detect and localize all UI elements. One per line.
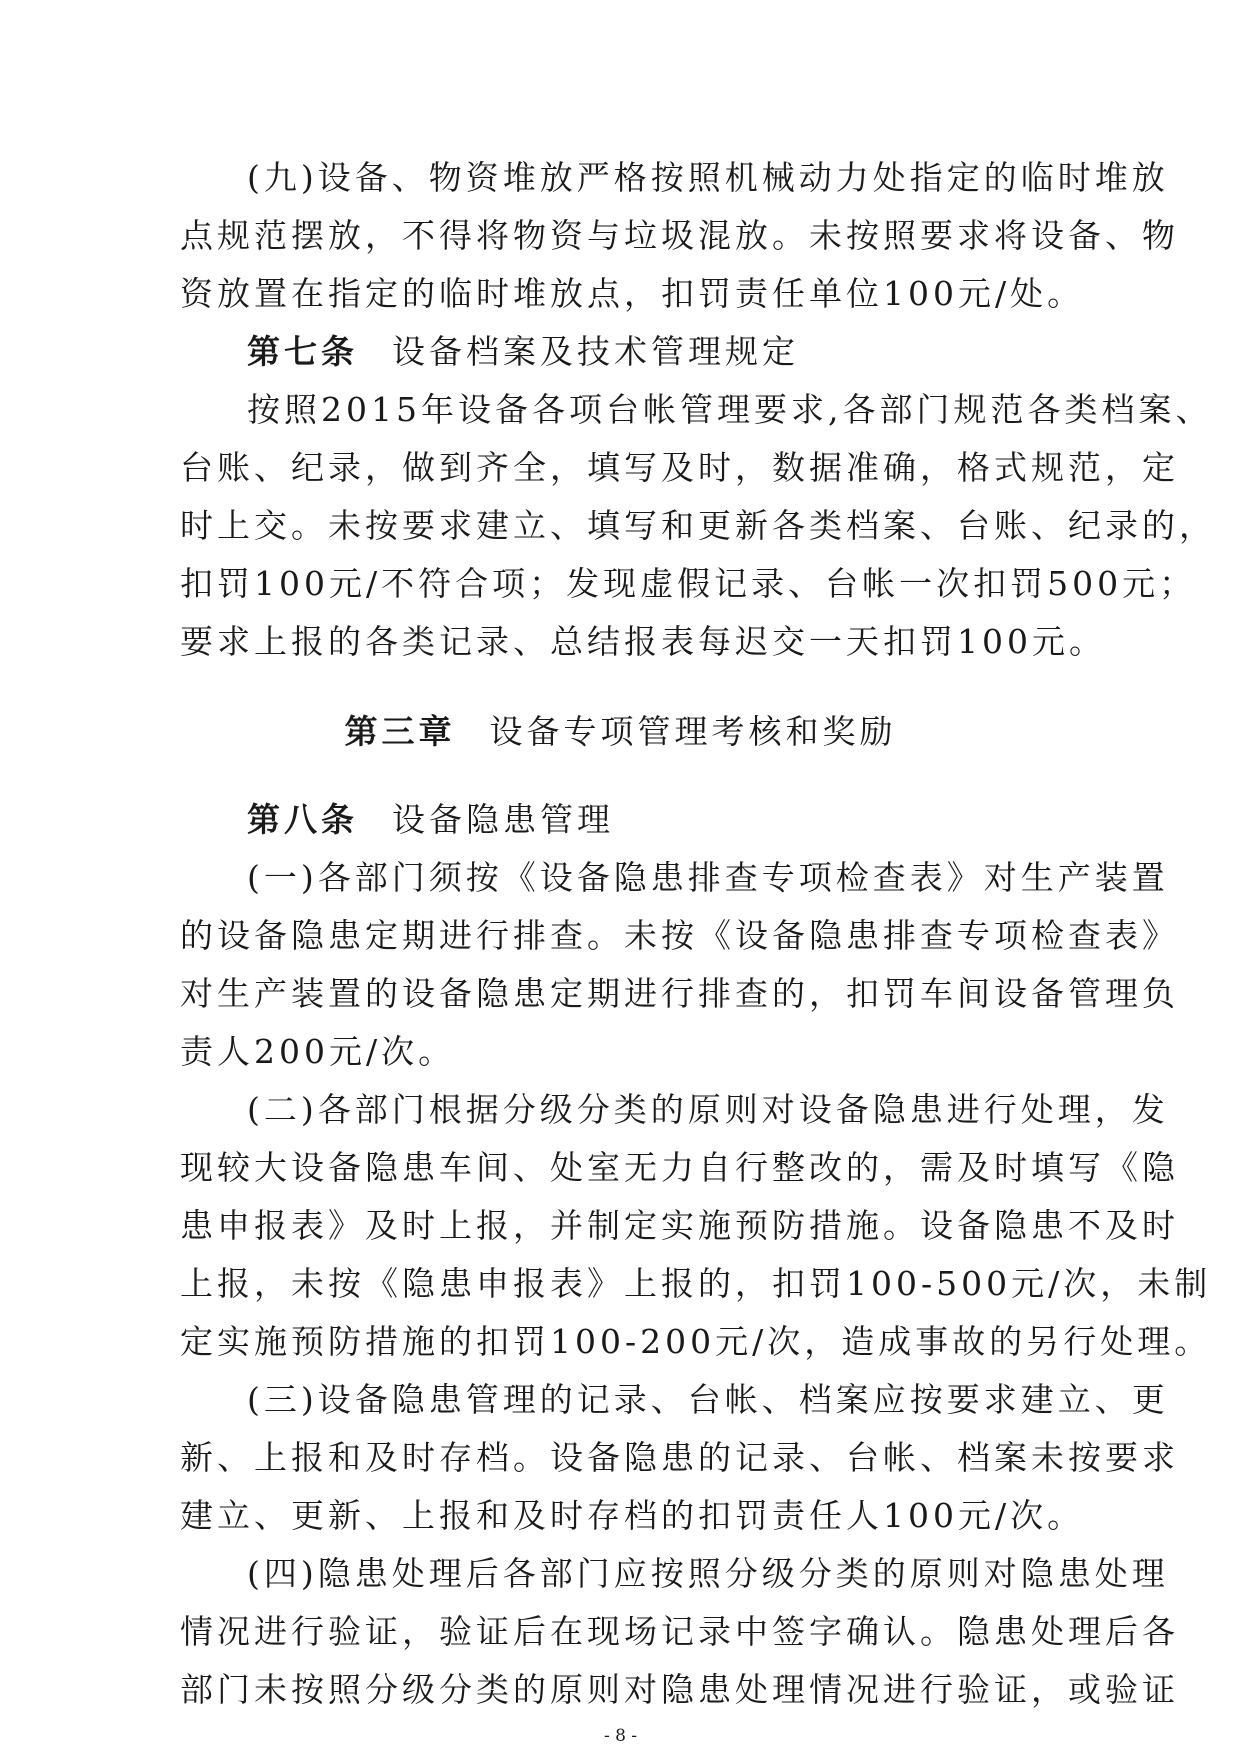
paragraph-line: 现较大设备隐患车间、处室无力自行整改的，需及时填写《隐: [180, 1148, 1179, 1187]
paragraph-line: 点规范摆放，不得将物资与垃圾混放。未按照要求将设备、物: [180, 216, 1179, 255]
chapter-title: 设备专项管理考核和奖励: [489, 712, 897, 751]
paragraph-line: 患申报表》及时上报，并制定实施预防措施。设备隐患不及时: [180, 1206, 1179, 1245]
chapter-number: 第三章: [344, 712, 456, 751]
paragraph-line: (三)设备隐患管理的记录、台帐、档案应按要求建立、更: [247, 1380, 1169, 1419]
article-title: 设备隐患管理: [392, 800, 614, 839]
paragraph-line: 对生产装置的设备隐患定期进行排查的，扣罚车间设备管理负: [180, 974, 1179, 1013]
paragraph-line: 的设备隐患定期进行排查。未按《设备隐患排查专项检查表》: [180, 916, 1179, 955]
article-number: 第八条: [247, 800, 358, 839]
paragraph-line: 上报，未按《隐患申报表》上报的，扣罚100-500元/次，未制: [180, 1264, 1212, 1303]
paragraph-line: 新、上报和及时存档。设备隐患的记录、台帐、档案未按要求: [180, 1438, 1179, 1477]
page-number: - 8 -: [603, 1726, 638, 1746]
paragraph-line: 情况进行验证，验证后在现场记录中签字确认。隐患处理后各: [180, 1612, 1179, 1651]
paragraph-line: 按照2015年设备各项台帐管理要求,各部门规范各类档案、: [247, 390, 1213, 429]
paragraph-line: (二)各部门根据分级分类的原则对设备隐患进行处理，发: [247, 1090, 1169, 1129]
article-heading: [247, 332, 1080, 372]
paragraph-line: 定实施预防措施的扣罚100-200元/次，造成事故的另行处理。: [180, 1322, 1212, 1361]
paragraph-line: 台账、纪录，做到齐全，填写及时，数据准确，格式规范，定: [180, 448, 1179, 487]
paragraph-line: 扣罚100元/不符合项；发现虚假记录、台帐一次扣罚500元；: [180, 564, 1197, 603]
chapter-heading: [0, 712, 1241, 752]
paragraph-line: (一)各部门须按《设备隐患排查专项检查表》对生产装置: [247, 858, 1169, 897]
article-title: 设备档案及技术管理规定: [392, 332, 799, 371]
paragraph-line: (九)设备、物资堆放严格按照机械动力处指定的临时堆放: [247, 158, 1169, 197]
article-number: 第七条: [247, 332, 358, 371]
paragraph-line: 资放置在指定的临时堆放点，扣罚责任单位100元/处。: [180, 274, 1085, 313]
paragraph-line: 责人200元/次。: [180, 1032, 456, 1071]
paragraph-line: 时上交。未按要求建立、填写和更新各类档案、台账、纪录的，: [180, 506, 1216, 545]
paragraph-line: 要求上报的各类记录、总结报表每迟交一天扣罚100元。: [180, 622, 1106, 661]
paragraph-line: 部门未按照分级分类的原则对隐患处理情况进行验证，或验证: [180, 1670, 1179, 1709]
paragraph-line: (四)隐患处理后各部门应按照分级分类的原则对隐患处理: [247, 1554, 1169, 1593]
paragraph-line: 建立、更新、上报和及时存档的扣罚责任人100元/次。: [180, 1496, 1085, 1535]
article-heading: [247, 800, 1080, 840]
